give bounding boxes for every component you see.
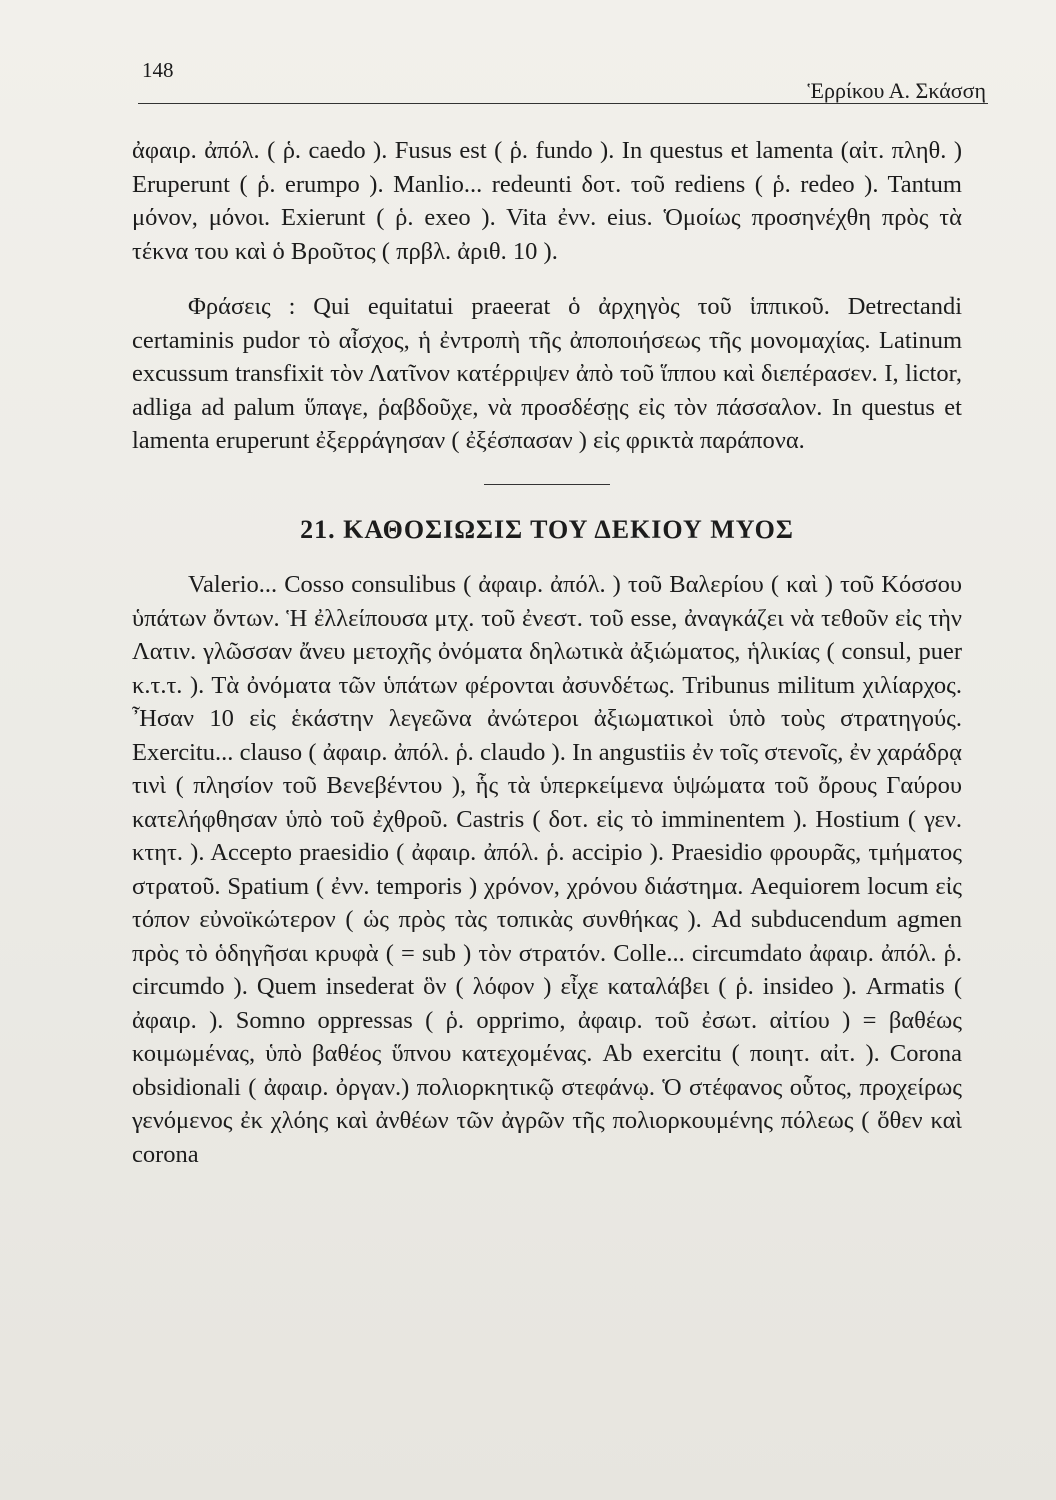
page-header bbox=[0, 0, 1056, 110]
paragraph-vocabulary-notes: ἀφαιρ. ἀπόλ. ( ῥ. caedo ). Fusus est ( ῥ. fundo ). In questus et lamenta (αἰτ. πληθ. ) Eruperunt ( ῥ. erumpo ). Manlio... redeunti δοτ. τοῦ rediens ( ῥ. redeo ). Tantum μόνον, μόνοι. Exierunt ( ῥ. exeo ). Vita ἐνν. eius. Ὁμοίως προσηνέχθη πρὸς τὰ τέκνα του καὶ ὁ Βροῦτος ( πρβλ. ἀριθ. 10 ). bbox=[132, 137, 962, 265]
paragraph-section-notes: Valerio... Cosso consulibus ( ἀφαιρ. ἀπόλ. ) τοῦ Βαλερίου ( καὶ ) τοῦ Κόσσου ὑπάτων ὄντων. Ἡ ἐλλείπουσα μτχ. τοῦ ἐνεστ. τοῦ esse, ἀναγκάζει νὰ τεθοῦν εἰς τὴν Λατιν. γλῶσσαν ἄνευ μετοχῆς ὀνόματα δηλωτικὰ ἀξιώματος, ἡλικίας ( consul, puer κ.τ.τ. ). Τὰ ὀνόματα τῶν ὑπάτων φέρονται ἀσυνδέτως. Tribunus militum χιλίαρχος. Ἦσαν 10 εἰς ἑκάστην λεγεῶνα ἀνώτεροι ἀξιωματικοὶ ὑπὸ τοὺς στρατηγούς. Exercitu... clauso ( ἀφαιρ. ἀπόλ. ῥ. claudo ). In angustiis ἐν τοῖς στενοῖς, ἐν χαράδρᾳ τινὶ ( πλησίον τοῦ Βενεβέντου ), ἧς τὰ ὑπερκείμενα ὑψώματα τοῦ ὄρους Γαύρου κατελήφθησαν ὑπὸ τοῦ ἐχθροῦ. Castris ( δοτ. εἰς τὸ imminentem ). Hostium ( γεν. κτητ. ). Accepto praesidio ( ἀφαιρ. ἀπόλ. ῥ. accipio ). Praesidio φρουρᾶς, τμήματος στρατοῦ. Spatium ( ἐνν. temporis ) χρόνον, χρόνου διάστημα. Aequiorem locum εἰς τόπον εὐνοϊκώτερον ( ὡς πρὸς τὰς τοπικὰς συνθήκας ). Ad subducendum agmen πρὸς τὸ ὁδηγῆσαι κρυφὰ ( = sub ) τὸν στρατόν. Colle... circumdato ἀφαιρ. ἀπόλ. ῥ. circumdo ). Quem insederat ὃν ( λόφον ) εἶχε καταλάβει ( ῥ. insideo ). Armatis ( ἀφαιρ. ). Somno oppressas ( ῥ. opprimo, ἀφαιρ. τοῦ ἐσωτ. αἰτίου ) = βαθέως κοιμωμένας, ὑπὸ βαθέος ὕπνου κατεχομένας. Ab exercitu ( ποιητ. αἰτ. ). Corona obsidionali ( ἀφαιρ. ὀργαν.) πολιορκητικῷ στεφάνῳ. Ὁ στέφανος οὗτος, προχείρως γενόμενος ἐκ χλόης καὶ ἀνθέων τῶν ἀγρῶν τῆς πολιορκουμένης πόλεως ( ὅθεν καὶ corona bbox=[132, 571, 962, 1168]
page-number: 148 bbox=[142, 58, 174, 82]
section-divider bbox=[484, 484, 610, 485]
paragraph-phrases: Φράσεις : Qui equitatui praeerat ὁ ἀρχηγὸς τοῦ ἱππικοῦ. Detrectandi certaminis pudor τὸ αἶσχος, ἡ ἐντροπὴ τῆς ἀποποιήσεως τῆς μονομαχίας. Latinum excussum transfixit τὸν Λατῖνον κατέρριψεν ἀπὸ τοῦ ἵππου καὶ διεπέρασεν. I, lictor, adliga ad palum ὕπαγε, ῥαβδοῦχε, νὰ προσδέσῃς εἰς τὸν πάσσαλον. In questus et lamenta eruperunt ἐξερράγησαν ( ἐξέσπασαν ) εἰς φρικτὰ παράπονα. bbox=[132, 293, 962, 454]
running-head: Ἑρρίκου Α. Σκάσση bbox=[807, 78, 986, 103]
body-text bbox=[132, 134, 962, 1171]
section-title: 21. ΚΑΘΟΣΙΩΣΙΣ ΤΟΥ ΔΕΚΙΟΥ ΜΥΟΣ bbox=[300, 514, 794, 544]
header-rule bbox=[138, 103, 988, 104]
